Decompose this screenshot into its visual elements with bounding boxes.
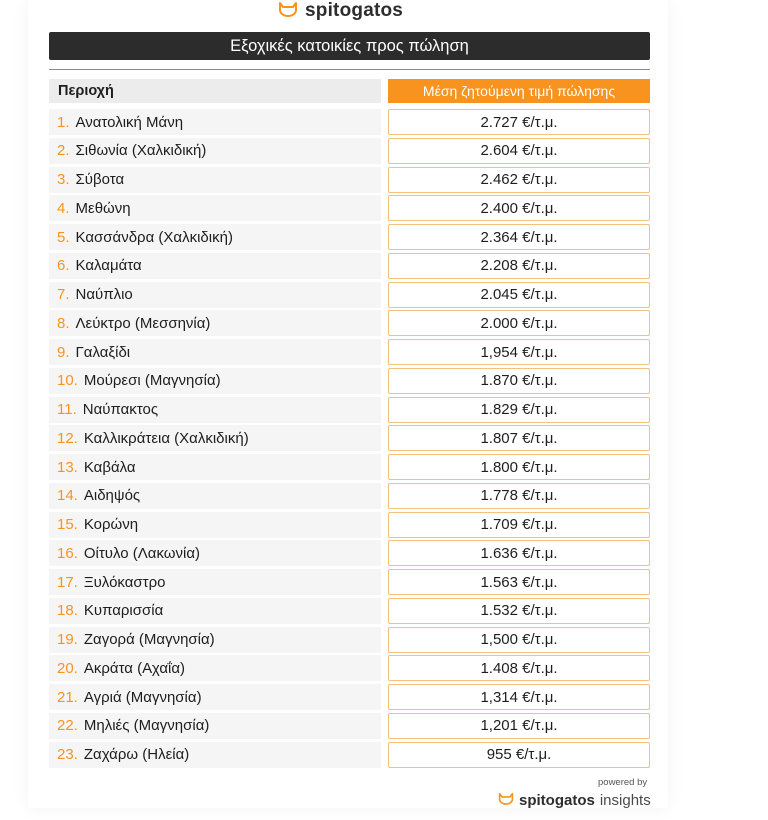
rank-number: 15. xyxy=(57,516,78,533)
price-cell: 2.045 €/τ.μ. xyxy=(388,282,650,308)
price-cell: 1.636 €/τ.μ. xyxy=(388,540,650,566)
region-name: Σιθωνία (Χαλκιδική) xyxy=(75,142,207,160)
rank-number: 23. xyxy=(57,746,78,763)
rank-number: 14. xyxy=(57,487,78,505)
price-cell: 1.563 €/τ.μ. xyxy=(388,569,650,595)
region-name: Ζαγορά (Μαγνησία) xyxy=(83,631,215,648)
table-row xyxy=(0,252,768,281)
table-row xyxy=(0,223,768,252)
price-cell: 2.604 €/τ.μ. xyxy=(388,138,650,164)
region-cell xyxy=(49,282,381,308)
table-row xyxy=(0,396,768,425)
price-cell: 1.870 €/τ.μ. xyxy=(388,368,650,394)
region-name: Γαλαξίδι xyxy=(75,343,131,361)
powered-by-label: powered by xyxy=(598,777,648,788)
region-name: Κυπαρισσία xyxy=(83,602,164,620)
region-name: Μούρεσι (Μαγνησία) xyxy=(83,372,221,390)
region-name: Ακράτα (Αχαΐα) xyxy=(83,659,185,677)
column-header-region: Περιοχή xyxy=(49,79,381,103)
table-row xyxy=(0,166,768,195)
region-name: Ζαχάρω (Ηλεία) xyxy=(83,746,190,763)
region-cell xyxy=(49,310,381,336)
price-cell: 2.364 €/τ.μ. xyxy=(388,224,650,250)
region-name: Μηλιές (Μαγνησία) xyxy=(83,717,210,735)
region-cell xyxy=(49,454,381,480)
table-row xyxy=(0,424,768,453)
rank-number: 13. xyxy=(57,458,78,476)
region-cell xyxy=(49,109,381,135)
rank-number: 21. xyxy=(57,688,78,706)
rank-number: 1. xyxy=(57,113,70,131)
rank-number: 6. xyxy=(57,257,70,275)
region-cell xyxy=(49,339,381,365)
region-cell xyxy=(49,195,381,221)
price-cell: 1.778 €/τ.μ. xyxy=(388,483,650,509)
rank-number: 16. xyxy=(57,544,78,562)
region-cell xyxy=(49,540,381,566)
table-row xyxy=(0,568,768,597)
region-cell xyxy=(49,512,381,538)
price-cell: 2.727 €/τ.μ. xyxy=(388,109,650,135)
region-cell xyxy=(49,138,381,164)
cat-icon xyxy=(498,792,514,809)
price-cell: 2.208 €/τ.μ. xyxy=(388,253,650,279)
brand-name: spitogatos xyxy=(305,0,404,21)
rank-number: 20. xyxy=(57,659,78,677)
table-row xyxy=(0,626,768,655)
rank-number: 17. xyxy=(57,573,78,591)
rank-number: 9. xyxy=(57,343,70,361)
region-cell xyxy=(49,483,381,509)
region-name: Σύβοτα xyxy=(75,171,125,188)
region-name: Καλλικράτεια (Χαλκιδική) xyxy=(83,429,249,447)
region-name: Κασσάνδρα (Χαλκιδική) xyxy=(75,228,233,246)
page-title: Εξοχικές κατοικίες προς πώληση xyxy=(49,32,650,60)
table-row xyxy=(0,539,768,568)
rank-number: 8. xyxy=(57,314,70,332)
region-name: Καβάλα xyxy=(83,458,136,476)
table-row xyxy=(0,683,768,712)
table-row xyxy=(0,511,768,540)
table-row xyxy=(0,712,768,741)
region-name: Ναύπακτος xyxy=(82,401,159,418)
region-cell xyxy=(49,627,381,653)
price-cell: 1,314 €/τ.μ. xyxy=(388,684,650,710)
price-cell: 1.800 €/τ.μ. xyxy=(388,454,650,480)
price-cell: 2.000 €/τ.μ. xyxy=(388,310,650,336)
region-cell xyxy=(49,655,381,681)
table-row xyxy=(0,137,768,166)
table-row xyxy=(0,281,768,310)
price-cell: 1.532 €/τ.μ. xyxy=(388,598,650,624)
price-cell: 1.709 €/τ.μ. xyxy=(388,512,650,538)
region-name: Ξυλόκαστρο xyxy=(83,573,166,591)
price-cell: 1,954 €/τ.μ. xyxy=(388,339,650,365)
rank-number: 4. xyxy=(57,199,70,217)
rank-number: 11. xyxy=(57,401,77,418)
region-cell xyxy=(49,397,381,423)
region-cell xyxy=(49,368,381,394)
table-row xyxy=(0,367,768,396)
table-row xyxy=(0,597,768,626)
divider xyxy=(49,69,650,70)
table-row xyxy=(0,309,768,338)
table-row xyxy=(0,194,768,223)
price-cell: 1.829 €/τ.μ. xyxy=(388,397,650,423)
rank-number: 18. xyxy=(57,602,78,620)
region-cell xyxy=(49,425,381,451)
footer-logo xyxy=(498,790,651,810)
region-name: Κορώνη xyxy=(83,516,139,533)
region-name: Λεύκτρο (Μεσσηνία) xyxy=(75,314,211,332)
region-cell xyxy=(49,253,381,279)
region-name: Αιδηψός xyxy=(83,487,141,505)
rank-number: 10. xyxy=(57,372,78,390)
rank-number: 2. xyxy=(57,142,70,160)
column-header-price: Μέση ζητούμενη τιμή πώλησης xyxy=(388,79,650,103)
region-name: Αγριά (Μαγνησία) xyxy=(83,688,202,706)
region-name: Ανατολική Μάνη xyxy=(75,113,184,131)
region-name: Μεθώνη xyxy=(75,199,131,217)
price-cell: 1,201 €/τ.μ. xyxy=(388,713,650,739)
rank-number: 7. xyxy=(57,286,70,303)
region-cell xyxy=(49,569,381,595)
rank-number: 3. xyxy=(57,171,70,188)
cat-icon xyxy=(278,1,298,22)
rank-number: 5. xyxy=(57,228,70,246)
rank-number: 12. xyxy=(57,429,78,447)
price-cell: 1.807 €/τ.μ. xyxy=(388,425,650,451)
rank-number: 22. xyxy=(57,717,78,735)
region-cell xyxy=(49,167,381,193)
price-cell: 955 €/τ.μ. xyxy=(388,742,650,768)
price-cell: 1,500 €/τ.μ. xyxy=(388,627,650,653)
table-row xyxy=(0,741,768,770)
ranking-table xyxy=(0,108,768,769)
table-row xyxy=(0,338,768,367)
table-row xyxy=(0,482,768,511)
region-name: Οίτυλο (Λακωνία) xyxy=(83,544,200,562)
region-cell xyxy=(49,598,381,624)
region-name: Ναύπλιο xyxy=(75,286,133,303)
region-cell xyxy=(49,684,381,710)
price-cell: 2.462 €/τ.μ. xyxy=(388,167,650,193)
brand-logo xyxy=(278,0,403,22)
footer-brand-suffix: insights xyxy=(599,791,651,809)
footer-brand-name: spitogatos xyxy=(519,791,595,809)
price-cell: 1.408 €/τ.μ. xyxy=(388,655,650,681)
region-cell xyxy=(49,224,381,250)
region-cell xyxy=(49,742,381,768)
region-cell xyxy=(49,713,381,739)
price-cell: 2.400 €/τ.μ. xyxy=(388,195,650,221)
table-row xyxy=(0,453,768,482)
table-row xyxy=(0,108,768,137)
rank-number: 19. xyxy=(57,631,78,648)
region-name: Καλαμάτα xyxy=(75,257,142,275)
table-row xyxy=(0,654,768,683)
